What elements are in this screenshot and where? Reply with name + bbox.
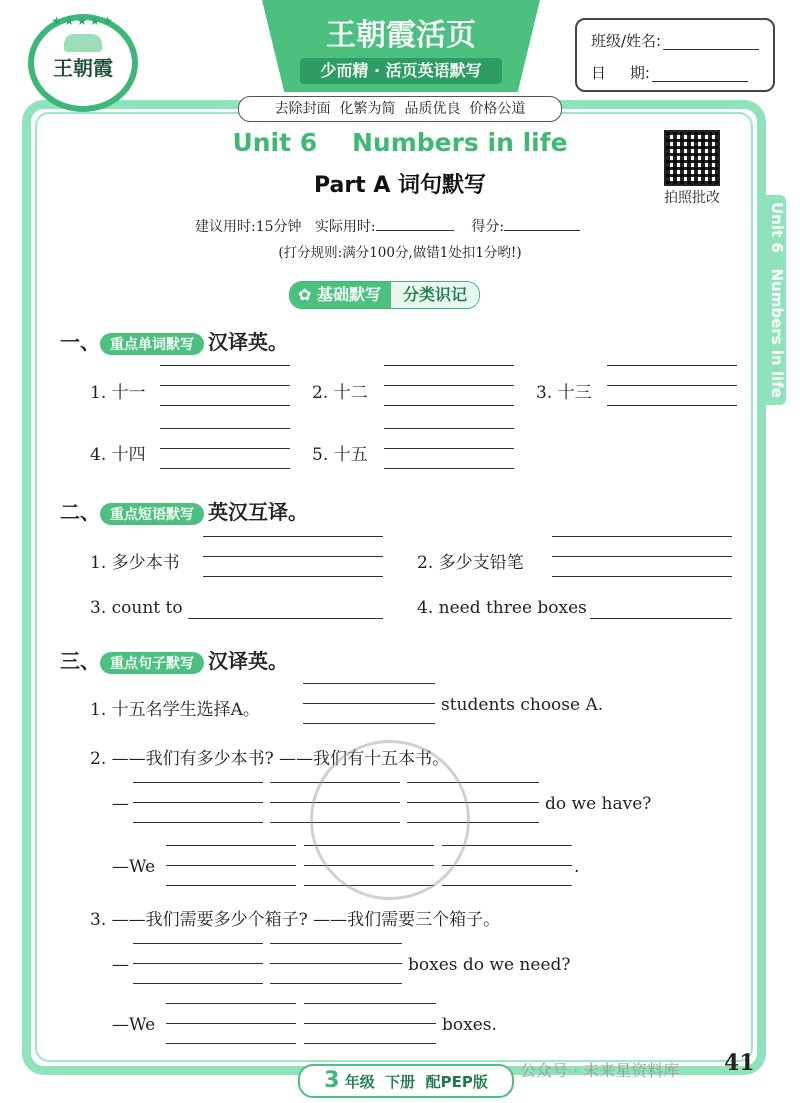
section-2-heading bbox=[60, 496, 308, 525]
answer-line[interactable] bbox=[166, 885, 296, 886]
stamp-watermark bbox=[310, 740, 470, 900]
s2-item-2: 2. 多少支铅笔 bbox=[417, 553, 524, 573]
answer-line[interactable] bbox=[304, 1023, 436, 1024]
class-name-label: 班级/姓名: bbox=[591, 32, 662, 50]
section-1-tag: 重点单词默写 bbox=[100, 333, 204, 355]
s2-item-3: 3. count to bbox=[90, 598, 183, 618]
date-label: 日 期: bbox=[591, 64, 650, 82]
answer-line[interactable] bbox=[304, 1043, 436, 1044]
section-3-heading bbox=[60, 645, 288, 674]
s1-item-5: 5. 十五 bbox=[312, 445, 368, 465]
answer-line[interactable] bbox=[590, 618, 732, 619]
s3-item-2-line2-prefix: —We bbox=[112, 857, 156, 877]
logo-text: 王朝霞 bbox=[53, 56, 113, 80]
answer-line[interactable] bbox=[303, 723, 435, 724]
answer-line[interactable] bbox=[303, 683, 435, 684]
answer-line[interactable] bbox=[203, 536, 383, 537]
s2-item-1: 1. 多少本书 bbox=[90, 553, 180, 573]
book-icon bbox=[64, 34, 102, 52]
section-3-number: 三、 bbox=[60, 649, 100, 673]
answer-line[interactable] bbox=[607, 385, 737, 386]
answer-line[interactable] bbox=[384, 468, 514, 469]
answer-line[interactable] bbox=[442, 885, 572, 886]
s3-item-3-prompt: 3. ——我们需要多少个箱子? ——我们需要三个箱子。 bbox=[90, 910, 501, 930]
qr-label: 拍照批改 bbox=[664, 190, 720, 206]
answer-line[interactable] bbox=[166, 1023, 296, 1024]
part-title: Part A 词句默写 bbox=[313, 173, 487, 198]
unit-title: Unit 6 Numbers in life bbox=[232, 128, 568, 157]
answer-line[interactable] bbox=[304, 1003, 436, 1004]
answer-line[interactable] bbox=[133, 822, 263, 823]
answer-line[interactable] bbox=[160, 468, 290, 469]
answer-line[interactable] bbox=[384, 365, 514, 366]
answer-line[interactable] bbox=[133, 943, 263, 944]
s1-item-4: 4. 十四 bbox=[90, 445, 146, 465]
answer-line[interactable] bbox=[166, 1043, 296, 1044]
section-2-instruction: 英汉互译。 bbox=[208, 500, 308, 524]
brand-subtitle: 少而精 · 活页英语默写 bbox=[300, 58, 502, 84]
answer-line[interactable] bbox=[270, 943, 402, 944]
s3-item-3-line1-tail: boxes do we need? bbox=[408, 955, 571, 975]
answer-line[interactable] bbox=[166, 865, 296, 866]
time-row bbox=[195, 216, 615, 236]
class-name-field[interactable] bbox=[663, 33, 759, 50]
s1-item-3: 3. 十三 bbox=[536, 383, 592, 403]
answer-line[interactable] bbox=[160, 448, 290, 449]
answer-line[interactable] bbox=[384, 405, 514, 406]
category-left: ✿ 基础默写 bbox=[290, 282, 391, 308]
section-1-heading bbox=[60, 326, 288, 355]
s3-item-2-line2-tail: . bbox=[574, 857, 580, 877]
category-pill bbox=[289, 281, 480, 309]
answer-line[interactable] bbox=[270, 983, 402, 984]
answer-line[interactable] bbox=[166, 845, 296, 846]
answer-line[interactable] bbox=[160, 385, 290, 386]
s3-item-3-line2-prefix: —We bbox=[112, 1015, 156, 1035]
answer-line[interactable] bbox=[160, 428, 290, 429]
date-row bbox=[591, 62, 748, 84]
grade-number: 3 bbox=[324, 1068, 340, 1093]
answer-line[interactable] bbox=[160, 405, 290, 406]
qr-code-icon[interactable] bbox=[664, 130, 720, 186]
s3-item-3-line1-prefix: — bbox=[112, 955, 129, 975]
s1-item-1: 1. 十一 bbox=[90, 383, 146, 403]
answer-line[interactable] bbox=[303, 703, 435, 704]
suggest-time: 建议用时:15分钟 bbox=[195, 219, 302, 235]
s3-item-2-line1-tail: do we have? bbox=[545, 794, 652, 814]
date-field[interactable] bbox=[652, 65, 748, 82]
answer-line[interactable] bbox=[270, 963, 402, 964]
actual-time-field[interactable] bbox=[376, 216, 454, 231]
score-label: 得分: bbox=[471, 219, 505, 235]
actual-time-label: 实际用时: bbox=[314, 219, 376, 235]
answer-line[interactable] bbox=[133, 782, 263, 783]
answer-line[interactable] bbox=[552, 556, 732, 557]
answer-line[interactable] bbox=[133, 963, 263, 964]
answer-line[interactable] bbox=[166, 1003, 296, 1004]
section-2-number: 二、 bbox=[60, 500, 100, 524]
s2-item-4: 4. need three boxes bbox=[417, 598, 587, 618]
answer-line[interactable] bbox=[133, 983, 263, 984]
section-2-tag: 重点短语默写 bbox=[100, 503, 204, 525]
logo-stars: ★★★★★ bbox=[51, 14, 115, 28]
student-info-box bbox=[575, 18, 775, 92]
slogan: 去除封面 化繁为简 品质优良 价格公道 bbox=[238, 96, 562, 122]
s3-item-1-prompt: 1. 十五名学生选择A。 bbox=[90, 700, 260, 720]
answer-line[interactable] bbox=[203, 576, 383, 577]
answer-line[interactable] bbox=[203, 556, 383, 557]
section-1-number: 一、 bbox=[60, 330, 100, 354]
score-field[interactable] bbox=[504, 216, 580, 231]
answer-line[interactable] bbox=[384, 385, 514, 386]
answer-line[interactable] bbox=[133, 802, 263, 803]
grade-footer bbox=[298, 1064, 514, 1098]
class-name-row bbox=[591, 30, 759, 52]
s3-item-1-tail: students choose A. bbox=[441, 695, 604, 715]
wechat-watermark: 公众号 · 未来星资料库 bbox=[520, 1061, 680, 1080]
scoring-rule: (打分规则:满分100分,做错1处扣1分哟!) bbox=[278, 245, 522, 261]
side-tab-text: Unit 6 Numbers in life bbox=[768, 202, 786, 398]
brand-title: 王朝霞活页 bbox=[326, 18, 476, 53]
s3-item-2-line1-prefix: — bbox=[112, 794, 129, 814]
section-3-tag: 重点句子默写 bbox=[100, 652, 204, 674]
answer-line[interactable] bbox=[384, 448, 514, 449]
s1-item-2: 2. 十二 bbox=[312, 383, 368, 403]
answer-line[interactable] bbox=[384, 428, 514, 429]
category-right: 分类识记 bbox=[391, 282, 479, 308]
section-3-instruction: 汉译英。 bbox=[208, 649, 288, 673]
answer-line[interactable] bbox=[552, 536, 732, 537]
page-number: 41 bbox=[724, 1050, 755, 1076]
answer-line[interactable] bbox=[442, 865, 572, 866]
answer-line[interactable] bbox=[552, 576, 732, 577]
answer-line[interactable] bbox=[607, 405, 737, 406]
answer-line[interactable] bbox=[160, 365, 290, 366]
answer-line[interactable] bbox=[188, 618, 383, 619]
s3-item-3-line2-tail: boxes. bbox=[442, 1015, 497, 1035]
answer-line[interactable] bbox=[607, 365, 737, 366]
section-1-instruction: 汉译英。 bbox=[208, 330, 288, 354]
category-left-label: 基础默写 bbox=[316, 285, 381, 304]
grade-text: 年级 下册 配PEP版 bbox=[344, 1073, 488, 1091]
s3-item-2-prompt: 2. ——我们有多少本书? ——我们有十五本书。 bbox=[90, 749, 450, 769]
